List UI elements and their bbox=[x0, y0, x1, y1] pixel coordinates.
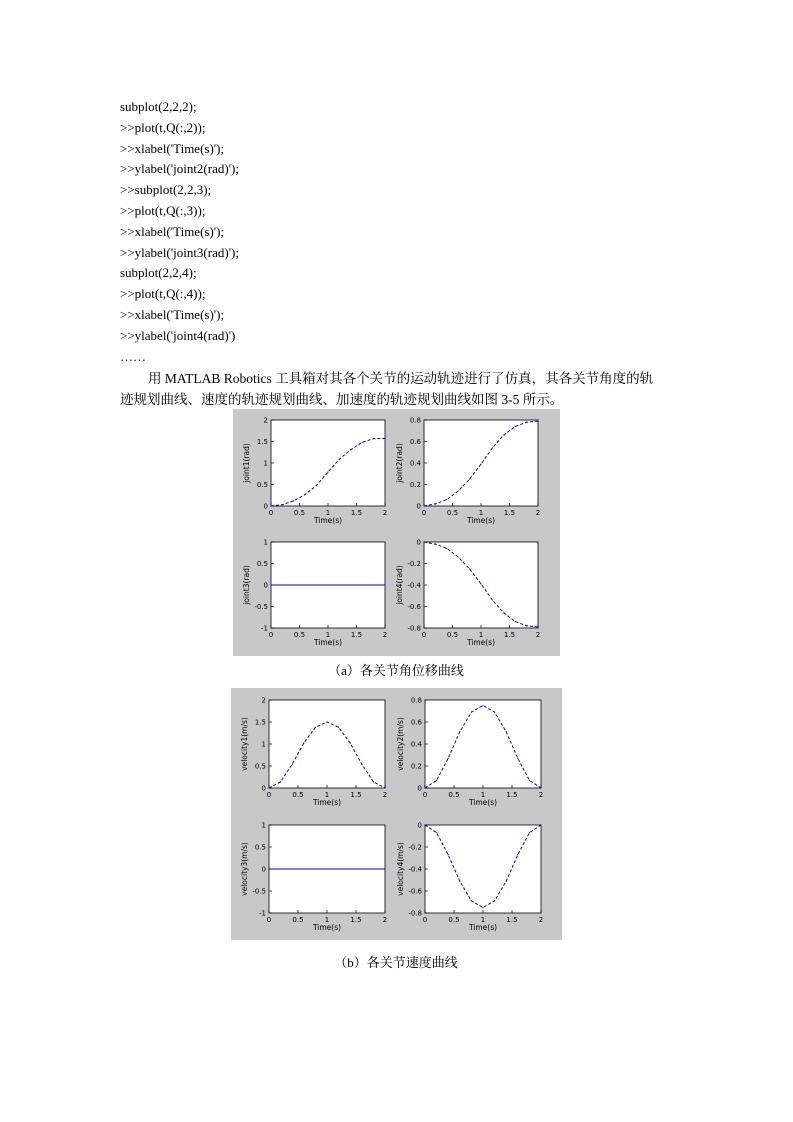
x-tick-label: 1.5 bbox=[350, 509, 363, 517]
y-tick-label: 0.8 bbox=[409, 416, 421, 425]
subplot-a-bottom-right bbox=[395, 539, 540, 648]
x-tick-label: 0 bbox=[422, 916, 428, 924]
x-tick-label: 1 bbox=[325, 631, 331, 639]
y-tick-label: -0.8 bbox=[407, 624, 421, 633]
data-point bbox=[326, 721, 327, 722]
code-line: >>xlabel('Time(s)'); bbox=[120, 223, 225, 239]
matlab-code-block bbox=[120, 97, 239, 367]
x-tick-label: 2 bbox=[382, 631, 388, 639]
y-tick-label: 0 bbox=[263, 502, 268, 511]
code-line: >>ylabel('joint2(rad)'); bbox=[120, 161, 239, 177]
caption-a: （a）各关节角位移曲线 bbox=[328, 663, 464, 678]
y-tick-label: 1.5 bbox=[256, 438, 268, 446]
figure-b-plots bbox=[231, 688, 562, 940]
x-tick-label: 2 bbox=[535, 631, 541, 639]
data-point bbox=[537, 420, 538, 421]
data-point bbox=[471, 712, 472, 713]
data-point bbox=[362, 442, 363, 443]
data-point bbox=[270, 584, 271, 585]
data-point bbox=[492, 447, 493, 448]
data-point bbox=[506, 881, 507, 882]
data-point bbox=[423, 541, 424, 542]
code-line: subplot(2,2,2); bbox=[120, 99, 197, 114]
data-point bbox=[350, 743, 351, 744]
data-point bbox=[436, 832, 437, 833]
y-tick-label: 1 bbox=[261, 740, 266, 749]
data-point bbox=[305, 494, 306, 495]
data-point bbox=[459, 731, 460, 732]
subplot-a-top-left bbox=[242, 417, 387, 526]
data-point bbox=[526, 422, 527, 423]
plot-area bbox=[271, 420, 385, 506]
x-tick-label: 0 bbox=[266, 791, 272, 799]
x-tick-label: 0 bbox=[268, 631, 274, 639]
y-tick-label: 1 bbox=[261, 821, 266, 830]
code-line: >>ylabel('joint4(rad)') bbox=[120, 327, 236, 343]
y-tick-label: -1 bbox=[261, 624, 268, 633]
plot-area bbox=[424, 542, 538, 628]
y-tick-label: 0.5 bbox=[254, 762, 266, 771]
y-tick-label: 1.5 bbox=[254, 718, 266, 727]
data-point bbox=[448, 854, 449, 855]
subplot-a-top-right bbox=[395, 417, 540, 526]
x-tick-label: 1 bbox=[325, 509, 331, 517]
y-tick-label: 2 bbox=[261, 696, 266, 705]
x-tick-label: 0.5 bbox=[293, 631, 306, 639]
y-tick-label: 0 bbox=[261, 865, 266, 874]
x-tick-label: 1 bbox=[324, 916, 330, 924]
y-axis-label: velocity1(m/s) bbox=[240, 717, 249, 771]
x-tick-label: 1.5 bbox=[350, 791, 362, 799]
figure-b-panel bbox=[231, 688, 562, 940]
paragraph-line-2: 迹规划曲线、速度的轨迹规划曲线、加速度的轨迹规划曲线如图 3-5 所示。 bbox=[120, 392, 564, 407]
y-tick-label: -0.6 bbox=[407, 603, 421, 611]
data-point bbox=[327, 471, 328, 472]
data-point bbox=[384, 438, 385, 439]
y-tick-label: -0.4 bbox=[407, 581, 421, 590]
x-tick-label: 0.5 bbox=[292, 791, 304, 799]
y-tick-label: 1 bbox=[263, 459, 268, 468]
x-tick-label: 2 bbox=[535, 509, 541, 517]
plot-area bbox=[269, 700, 385, 788]
y-tick-label: 0 bbox=[416, 538, 421, 547]
y-tick-label: -0.8 bbox=[408, 909, 422, 918]
data-point bbox=[282, 504, 283, 505]
code-line: >>xlabel('Time(s)'); bbox=[120, 140, 225, 156]
y-tick-label: -0.4 bbox=[408, 865, 422, 874]
y-tick-label: 0 bbox=[417, 784, 422, 793]
data-point bbox=[529, 780, 530, 781]
y-tick-label: 0.6 bbox=[409, 438, 421, 446]
y-tick-label: 0.4 bbox=[410, 740, 422, 749]
code-line: >>plot(t,Q(:,3)); bbox=[120, 202, 206, 218]
y-axis-label: joint4(rad) bbox=[395, 565, 404, 605]
code-line: >>plot(t,Q(:,4)); bbox=[120, 286, 206, 302]
y-tick-label: 2 bbox=[263, 416, 268, 425]
data-point bbox=[292, 764, 293, 765]
data-point bbox=[515, 426, 516, 427]
y-tick-label: 0.5 bbox=[256, 560, 268, 568]
x-tick-label: 0.5 bbox=[292, 916, 304, 924]
y-tick-label: 0.8 bbox=[410, 696, 422, 705]
y-axis-label: velocity2(m/s) bbox=[396, 717, 405, 771]
x-tick-label: 2 bbox=[538, 791, 544, 799]
x-axis-label: Time(s) bbox=[468, 923, 498, 932]
y-axis-label: joint3(rad) bbox=[242, 565, 251, 605]
y-tick-label: 0.5 bbox=[254, 843, 266, 852]
data-point bbox=[492, 599, 493, 600]
plot-area bbox=[425, 825, 541, 913]
x-axis-label: Time(s) bbox=[312, 923, 342, 932]
x-tick-label: 1 bbox=[480, 791, 486, 799]
data-point bbox=[517, 854, 518, 855]
x-tick-label: 0.5 bbox=[446, 509, 459, 517]
y-axis-label: joint2(rad) bbox=[395, 443, 404, 483]
data-point bbox=[506, 731, 507, 732]
code-line: …… bbox=[120, 348, 146, 364]
x-tick-label: 0 bbox=[421, 631, 427, 639]
x-tick-label: 0 bbox=[421, 509, 427, 517]
data-point bbox=[373, 438, 374, 439]
y-tick-label: -1 bbox=[259, 909, 266, 918]
y-tick-label: -0.2 bbox=[407, 560, 421, 568]
plot-area bbox=[424, 420, 538, 506]
x-tick-label: 1 bbox=[480, 916, 486, 924]
data-point bbox=[469, 568, 470, 569]
data-point bbox=[446, 499, 447, 500]
plot-area bbox=[425, 700, 541, 788]
data-point bbox=[361, 764, 362, 765]
data-point bbox=[339, 459, 340, 460]
data-point bbox=[537, 626, 538, 627]
code-line: >>subplot(2,2,3); bbox=[120, 182, 212, 198]
subplot-b-bottom-left bbox=[240, 822, 387, 933]
data-point bbox=[435, 544, 436, 545]
data-point bbox=[315, 727, 316, 728]
y-tick-label: 0 bbox=[417, 821, 422, 830]
x-axis-label: Time(s) bbox=[466, 638, 496, 647]
x-axis-label: Time(s) bbox=[312, 798, 342, 807]
data-point bbox=[446, 548, 447, 549]
data-point bbox=[471, 900, 472, 901]
y-tick-label: 0.4 bbox=[409, 459, 421, 468]
y-tick-label: -0.5 bbox=[252, 887, 266, 896]
y-axis-label: velocity3(m/s) bbox=[240, 842, 249, 896]
paragraph-line-1: 用 MATLAB Robotics 工具箱对其各个关节的运动轨迹进行了仿真，其各关节角度的轨 bbox=[148, 371, 654, 386]
data-point bbox=[384, 584, 385, 585]
subplot-b-top-left bbox=[240, 697, 387, 808]
y-tick-label: 0.2 bbox=[410, 762, 422, 771]
x-tick-label: 1 bbox=[324, 791, 330, 799]
y-tick-label: 0.2 bbox=[409, 481, 421, 489]
data-point bbox=[280, 781, 281, 782]
code-line: subplot(2,2,4); bbox=[120, 265, 197, 281]
y-tick-label: 0.6 bbox=[410, 718, 422, 727]
code-line: >>ylabel('joint3(rad)'); bbox=[120, 244, 239, 260]
data-point bbox=[517, 758, 518, 759]
y-tick-label: 0 bbox=[261, 784, 266, 793]
x-tick-label: 1.5 bbox=[506, 791, 518, 799]
x-tick-label: 0.5 bbox=[448, 791, 460, 799]
x-tick-label: 1.5 bbox=[350, 631, 363, 639]
data-point bbox=[540, 787, 541, 788]
data-point bbox=[515, 621, 516, 622]
x-tick-label: 0.5 bbox=[448, 916, 460, 924]
y-tick-label: 0 bbox=[416, 502, 421, 511]
x-axis-label: Time(s) bbox=[313, 638, 343, 647]
data-point bbox=[529, 832, 530, 833]
data-point bbox=[436, 780, 437, 781]
data-point bbox=[482, 705, 483, 706]
data-point bbox=[424, 787, 425, 788]
x-tick-label: 0 bbox=[422, 791, 428, 799]
data-point bbox=[316, 485, 317, 486]
x-tick-label: 1 bbox=[478, 631, 484, 639]
figure-a-panel bbox=[233, 409, 560, 656]
data-point bbox=[384, 868, 385, 869]
data-point bbox=[423, 505, 424, 506]
data-point bbox=[270, 505, 271, 506]
data-point bbox=[448, 758, 449, 759]
x-tick-label: 1.5 bbox=[506, 916, 518, 924]
y-tick-label: 0 bbox=[263, 581, 268, 590]
code-line: >>xlabel('Time(s)'); bbox=[120, 306, 225, 322]
data-point bbox=[350, 449, 351, 450]
x-tick-label: 1.5 bbox=[350, 916, 362, 924]
data-point bbox=[458, 490, 459, 491]
x-tick-label: 0.5 bbox=[293, 509, 306, 517]
data-point bbox=[384, 787, 385, 788]
x-tick-label: 1 bbox=[478, 509, 484, 517]
x-tick-label: 0 bbox=[268, 509, 274, 517]
data-point bbox=[338, 727, 339, 728]
data-point bbox=[435, 503, 436, 504]
y-axis-label: velocity4(m/s) bbox=[396, 842, 405, 896]
subplot-b-bottom-right bbox=[396, 822, 543, 933]
x-tick-label: 2 bbox=[382, 916, 388, 924]
figure-a-plots bbox=[233, 409, 560, 656]
data-point bbox=[503, 612, 504, 613]
y-tick-label: -0.5 bbox=[254, 603, 268, 611]
data-point bbox=[293, 500, 294, 501]
data-point bbox=[268, 787, 269, 788]
x-axis-label: Time(s) bbox=[313, 516, 343, 525]
x-tick-label: 1.5 bbox=[503, 631, 516, 639]
data-point bbox=[482, 907, 483, 908]
data-point bbox=[494, 712, 495, 713]
data-point bbox=[480, 463, 481, 464]
x-tick-label: 1.5 bbox=[503, 509, 516, 517]
y-tick-label: 1 bbox=[263, 538, 268, 547]
data-point bbox=[459, 881, 460, 882]
data-point bbox=[424, 824, 425, 825]
caption-b: （b）各关节速度曲线 bbox=[334, 955, 458, 970]
y-axis-label: joint1(rad) bbox=[242, 443, 251, 483]
x-tick-label: 0 bbox=[266, 916, 272, 924]
data-point bbox=[268, 868, 269, 869]
data-point bbox=[503, 434, 504, 435]
y-tick-label: 0.5 bbox=[256, 481, 268, 489]
data-point bbox=[458, 556, 459, 557]
x-tick-label: 2 bbox=[538, 916, 544, 924]
body-paragraph bbox=[120, 368, 680, 410]
x-axis-label: Time(s) bbox=[466, 516, 496, 525]
y-tick-label: -0.6 bbox=[408, 887, 422, 896]
data-point bbox=[303, 743, 304, 744]
y-tick-label: -0.2 bbox=[408, 843, 422, 852]
data-point bbox=[480, 583, 481, 584]
x-tick-label: 2 bbox=[382, 791, 388, 799]
subplot-a-bottom-left bbox=[242, 539, 387, 648]
code-line: >>plot(t,Q(:,2)); bbox=[120, 119, 206, 135]
data-point bbox=[373, 781, 374, 782]
x-axis-label: Time(s) bbox=[468, 798, 498, 807]
x-tick-label: 2 bbox=[382, 509, 388, 517]
data-point bbox=[469, 479, 470, 480]
data-point bbox=[494, 900, 495, 901]
subplot-b-top-right bbox=[396, 697, 543, 808]
x-tick-label: 0.5 bbox=[446, 631, 459, 639]
data-point bbox=[540, 824, 541, 825]
data-point bbox=[526, 625, 527, 626]
